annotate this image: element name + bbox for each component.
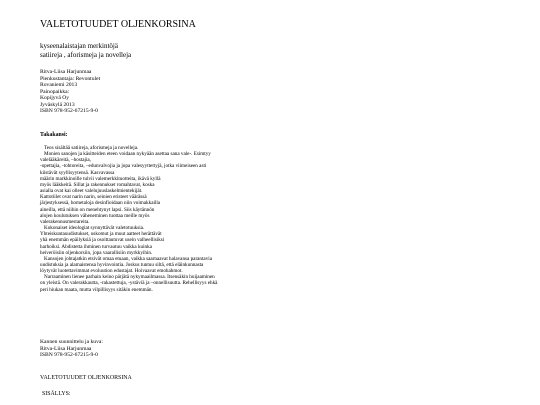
back-cover-text (40, 145, 217, 293)
body-line: Kansojen johtajatkin etsivät omaa etuaan, vaikka saarnaavat halavansa parantavia (44, 255, 212, 262)
print-place-line: Jyväskylä 2013 (40, 101, 75, 108)
body-line: järjestyksessä, hometaloja desinfioidaan niin voimakkailla (40, 200, 161, 207)
body-line: aineilla, että niihin on menehtynyt lapsi. Siis käytännön (40, 206, 155, 213)
publication-info (40, 69, 100, 115)
isbn-line: ISBN 978-952-67215-9-0 (40, 108, 98, 115)
body-line: kiistävät syyllisyytensä. Kasvavassa (40, 169, 115, 176)
body-line: heiveröisiin oljenkorsiin, jopa vaarallisiin myrkkyihin. (40, 249, 153, 256)
body-line: määrin markkinoille tulvii valemerkkituotteita, ikävä kyllä (40, 175, 161, 182)
body-line: Yhteiskuntauudistukset, uskomut ja muut aatteet herättävät (40, 231, 162, 238)
body-line: yhä enemmän epäilyksiä ja osoittautuvat usein valheellisiksi (40, 237, 165, 244)
document-subtitle: kyseenalaistajan merkintöjä (40, 42, 118, 50)
printer-label-line: Painopaikka: (40, 88, 70, 95)
body-line: on yleistä. On valerakkautta, -rakastettuja, -ystäviä ja –onnellisuutta. Rehellisyys ehkä (40, 280, 218, 287)
document-genre-line: satiireja , aforismeja ja novelleja (40, 51, 132, 59)
credits-isbn: ISBN 978-952-67215-9-0 (40, 352, 98, 359)
body-line: Monien sanojen ja käsitteiden eteen voidaan nykyään asettaa sana vale-. Esimtyy (44, 151, 211, 158)
credits-author: Ritva-Liisa Harjunmaa (40, 345, 92, 352)
body-line: -opettajia, -tohtoreita, –edunvalvojia ja jopa valesyyttettyjä, jotka viimeiseen asti (40, 163, 207, 170)
body-line: löytyvät luotettavimmat evoluution edustajat. Hoivaavat emohahmot. (40, 268, 183, 275)
body-line: Teos sisältää satiireja, aforismeja ja novelleja. (44, 145, 139, 151)
body-line: peri hiukan maata, mutta vilpillisyys sitäkin enemmän. (40, 286, 153, 293)
body-line: valelääkäreitä, –hostajia, (40, 157, 91, 164)
back-cover-heading: Takakansi: (40, 132, 68, 138)
author-line: Ritva-Liisa Harjunmaa (40, 69, 92, 75)
body-line: asialla ovat kai olleet valelujuuslaskelmientekijät. (40, 188, 143, 195)
contents-heading: SISÄLLYS: (42, 391, 71, 397)
body-line: uudistuksia ja alamaistensa hyvinvointia. Joskus tuntuu siltä, että eläinkunnasta (40, 261, 204, 268)
publisher-line: Pienkustantaja: Revontulet (40, 75, 101, 82)
body-line: alojen koulutuksen väheneminen tuottaa meille myös (40, 212, 150, 219)
document-title: VALETOTUUDET OLJENKORSINA (40, 19, 196, 30)
printer-line: Kopijyvä Oy (40, 95, 70, 102)
section-title: VALETOTUUDET OLJENKORSINA (40, 375, 132, 381)
body-line: harhoiksi. Abdistetta ihminen turvautuu vaikka kuinka (40, 243, 152, 250)
body-line: Kattotiilet ovat narin narin, seinien eristeet väärässä (40, 194, 147, 201)
credits-label: Kannen suunnittelu ja kuva: (40, 339, 103, 345)
place-year-line: Rovaniemi 2013 (40, 82, 78, 89)
body-line: myös lääkkeitä. Sillat ja rakennukset romahtavat, koska (40, 181, 155, 188)
body-line: Kokonaiset ideologiat synnyttävät valetotuuksia. (44, 225, 145, 232)
body-line: valerakennusmestareita. (40, 218, 90, 225)
body-line: Narraaminen lienee parhain keino pärjätä nykymaailmassa. Itsensäkin huijaaminen (44, 274, 215, 281)
cover-credits (40, 339, 103, 359)
